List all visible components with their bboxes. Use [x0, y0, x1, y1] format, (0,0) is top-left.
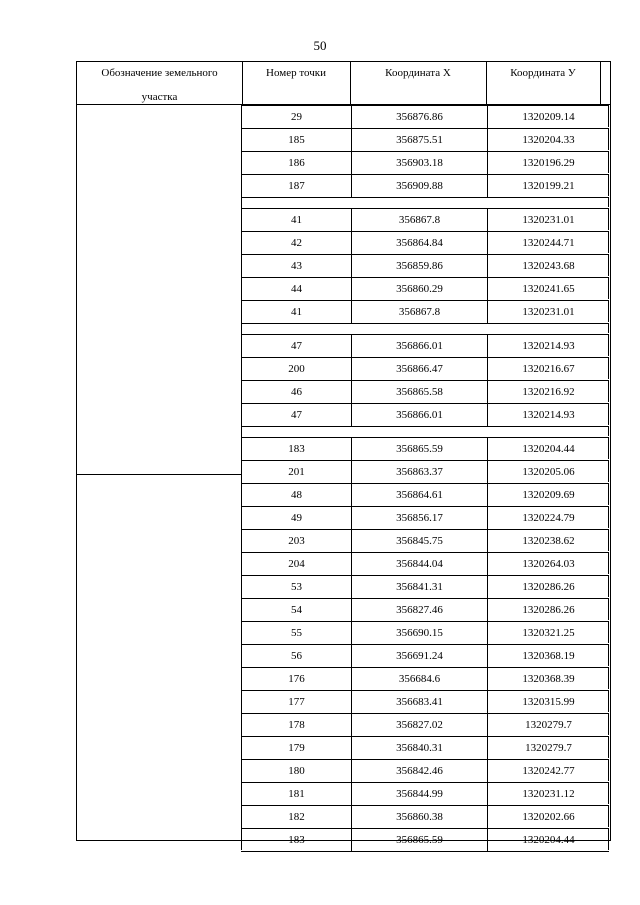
table-row — [241, 782, 609, 804]
cell-coord-x: 356903.18 — [351, 152, 487, 174]
cell-coord-x: 356860.29 — [351, 278, 487, 300]
cell-point-number: 54 — [291, 604, 302, 616]
cell-point-number: 185 — [288, 134, 305, 146]
cell-coord-y: 1320214.93 — [487, 335, 609, 357]
header-divider-4 — [600, 61, 601, 105]
cell-coord-y: 1320199.21 — [487, 175, 609, 197]
cell-coord-x: 356865.58 — [351, 381, 487, 403]
cell-point-number: 183 — [288, 834, 305, 846]
cell-point-number: 41 — [291, 214, 302, 226]
cell-coord-y: 1320209.14 — [487, 106, 609, 128]
cell-coord-x: 356690.15 — [351, 622, 487, 644]
header-divider-1 — [242, 61, 243, 105]
header-divider-2 — [350, 61, 351, 105]
cell-coord-x: 356864.84 — [351, 232, 487, 254]
cell-coord-x: 356875.51 — [351, 129, 487, 151]
cell-point-number: 43 — [291, 260, 302, 272]
table-row — [241, 621, 609, 643]
cell-coord-y: 1320264.03 — [487, 553, 609, 575]
cell-coord-y: 1320231.01 — [487, 209, 609, 231]
table-row — [241, 575, 609, 597]
table-row — [241, 667, 609, 689]
table-row — [241, 437, 609, 459]
table-row — [241, 460, 609, 482]
page-number: 50 — [313, 38, 327, 53]
cell-point-number: 55 — [291, 627, 302, 639]
cell-point-number: 177 — [288, 696, 305, 708]
table-row — [241, 529, 609, 551]
cell-coord-x: 356844.04 — [351, 553, 487, 575]
rows-bottom-border — [241, 851, 609, 852]
cell-point-number: 53 — [291, 581, 302, 593]
cell-coord-y: 1320224.79 — [487, 507, 609, 529]
cell-coord-y: 1320238.62 — [487, 530, 609, 552]
cell-coord-x: 356840.31 — [351, 737, 487, 759]
cell-coord-x: 356866.01 — [351, 335, 487, 357]
cell-point-number: 46 — [291, 386, 302, 398]
cell-coord-y: 1320286.26 — [487, 576, 609, 598]
cell-coord-y: 1320279.7 — [487, 714, 609, 736]
cell-point-number: 182 — [288, 811, 305, 823]
cell-coord-x: 356864.61 — [351, 484, 487, 506]
table-row — [241, 644, 609, 666]
cell-point-number: 187 — [288, 180, 305, 192]
cell-coord-x: 356909.88 — [351, 175, 487, 197]
cell-coord-x: 356859.86 — [351, 255, 487, 277]
cell-coord-x: 356867.8 — [351, 301, 487, 323]
table-row — [241, 128, 609, 150]
table-row — [241, 380, 609, 402]
cell-point-number: 201 — [288, 466, 305, 478]
cell-point-number: 41 — [291, 306, 302, 318]
cell-point-number: 180 — [288, 765, 305, 777]
cell-coord-x: 356866.47 — [351, 358, 487, 380]
cell-coord-y: 1320204.44 — [487, 438, 609, 460]
table-row — [241, 713, 609, 735]
cell-coord-x: 356865.59 — [351, 829, 487, 851]
cell-point-number: 47 — [291, 409, 302, 421]
cell-coord-x: 356856.17 — [351, 507, 487, 529]
table-row — [241, 174, 609, 196]
cell-coord-y: 1320216.67 — [487, 358, 609, 380]
table-row — [241, 105, 609, 127]
table-row — [241, 552, 609, 574]
cell-coord-y: 1320204.44 — [487, 829, 609, 851]
table-row — [241, 334, 609, 356]
cell-coord-y: 1320205.06 — [487, 461, 609, 483]
table-row — [241, 357, 609, 379]
cell-coord-x: 356842.46 — [351, 760, 487, 782]
cell-coord-x: 356860.38 — [351, 806, 487, 828]
cell-coord-y: 1320368.39 — [487, 668, 609, 690]
cell-coord-y: 1320196.29 — [487, 152, 609, 174]
table-row — [241, 277, 609, 299]
cell-coord-y: 1320315.99 — [487, 691, 609, 713]
table-row — [241, 231, 609, 253]
table-row — [241, 483, 609, 505]
cell-coord-y: 1320368.19 — [487, 645, 609, 667]
cell-coord-x: 356841.31 — [351, 576, 487, 598]
table-row — [241, 300, 609, 322]
cell-coord-y: 1320321.25 — [487, 622, 609, 644]
table-row — [241, 506, 609, 528]
table-row-empty — [241, 197, 609, 207]
cell-point-number: 183 — [288, 443, 305, 455]
cell-point-number: 178 — [288, 719, 305, 731]
cell-coord-x: 356863.37 — [351, 461, 487, 483]
header-land-plot-line1: Обозначение земельного — [101, 67, 218, 79]
cell-coord-y: 1320231.01 — [487, 301, 609, 323]
header-land-plot — [77, 61, 242, 109]
table-row — [241, 208, 609, 230]
cell-point-number: 48 — [291, 489, 302, 501]
cell-coord-y: 1320214.93 — [487, 404, 609, 426]
header-top-border — [77, 61, 610, 62]
cell-coord-y: 1320204.33 — [487, 129, 609, 151]
table-row — [241, 805, 609, 827]
cell-point-number: 49 — [291, 512, 302, 524]
cell-point-number: 203 — [288, 535, 305, 547]
cell-point-number: 56 — [291, 650, 302, 662]
cell-point-number: 186 — [288, 157, 305, 169]
land-plot-separator — [77, 474, 242, 475]
table-row — [241, 690, 609, 712]
cell-coord-x: 356866.01 — [351, 404, 487, 426]
cell-point-number: 47 — [291, 340, 302, 352]
header-land-plot-line2: участка — [141, 91, 178, 103]
cell-point-number: 181 — [288, 788, 305, 800]
cell-coord-x: 356876.86 — [351, 106, 487, 128]
cell-coord-x: 356867.8 — [351, 209, 487, 231]
header-divider-3 — [486, 61, 487, 105]
cell-coord-y: 1320279.7 — [487, 737, 609, 759]
table-row — [241, 151, 609, 173]
table-row — [241, 828, 609, 850]
cell-coord-y: 1320231.12 — [487, 783, 609, 805]
cell-point-number: 204 — [288, 558, 305, 570]
cell-coord-y: 1320216.92 — [487, 381, 609, 403]
cell-coord-x: 356691.24 — [351, 645, 487, 667]
cell-coord-x: 356865.59 — [351, 438, 487, 460]
cell-coord-x: 356845.75 — [351, 530, 487, 552]
cell-coord-y: 1320202.66 — [487, 806, 609, 828]
cell-coord-y: 1320244.71 — [487, 232, 609, 254]
cell-coord-y: 1320241.65 — [487, 278, 609, 300]
table-row — [241, 254, 609, 276]
header-coord-x: Координата X — [385, 67, 451, 79]
cell-coord-x: 356844.99 — [351, 783, 487, 805]
table-row — [241, 759, 609, 781]
table-row-empty — [241, 426, 609, 436]
cell-coord-x: 356827.02 — [351, 714, 487, 736]
cell-coord-x: 356827.46 — [351, 599, 487, 621]
table-row — [241, 403, 609, 425]
cell-point-number: 176 — [288, 673, 305, 685]
cell-point-number: 179 — [288, 742, 305, 754]
cell-point-number: 44 — [291, 283, 302, 295]
cell-coord-y: 1320243.68 — [487, 255, 609, 277]
cell-point-number: 42 — [291, 237, 302, 249]
cell-point-number: 200 — [288, 363, 305, 375]
header-coord-y: Координата У — [510, 67, 576, 79]
cell-coord-y: 1320209.69 — [487, 484, 609, 506]
cell-coord-x: 356684.6 — [351, 668, 487, 690]
table-row-empty — [241, 323, 609, 333]
header-point-number: Номер точки — [266, 67, 326, 79]
cell-point-number: 29 — [291, 111, 302, 123]
cell-coord-y: 1320242.77 — [487, 760, 609, 782]
cell-coord-y: 1320286.26 — [487, 599, 609, 621]
cell-coord-x: 356683.41 — [351, 691, 487, 713]
table-row — [241, 598, 609, 620]
table-row — [241, 736, 609, 758]
